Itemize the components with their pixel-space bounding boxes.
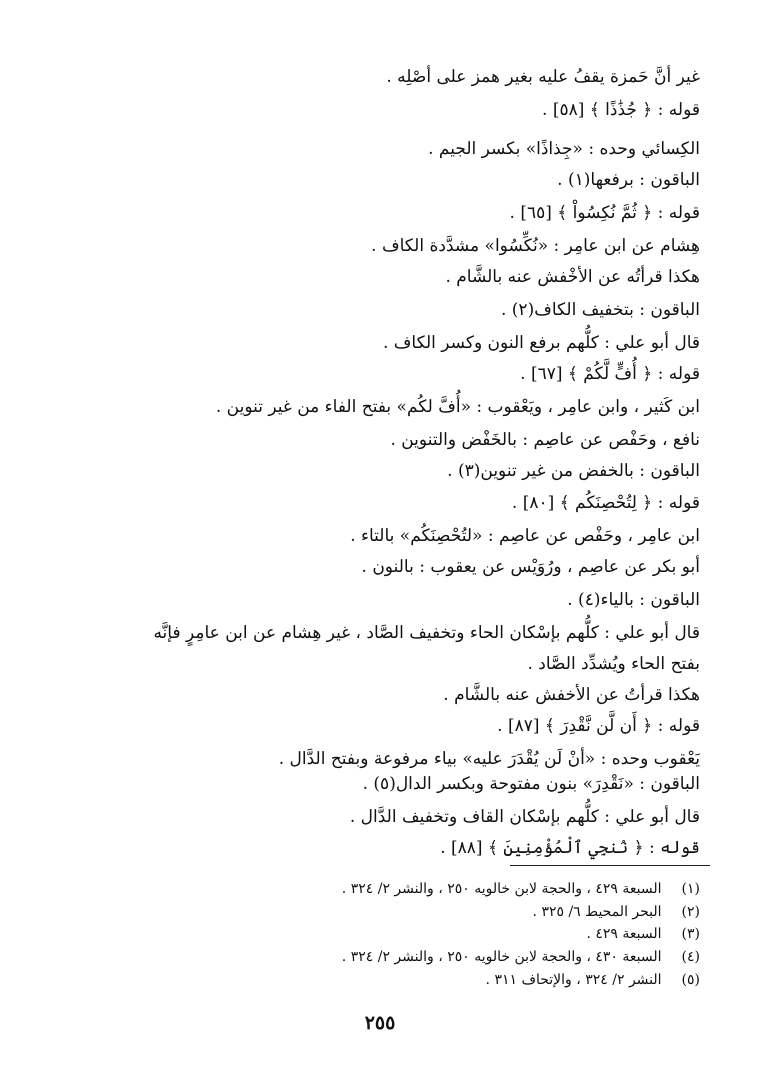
footnote [60, 925, 700, 943]
footnote-text: النشر ٢/ ٣٢٤ ، والإتحاف ٣١١ . [485, 972, 662, 988]
verse-heading: قوله : ﴿ جُذَٰذًا ﴾ [٥٨] . [542, 100, 700, 120]
text-line: قال أبو علي : كلُّهم بإسْكان القاف وتخفيف الدَّال . [349, 807, 700, 827]
verse-heading: قوله : ﴿ ثُمَّ نُكِسُواْ ﴾ [٦٥] . [509, 203, 700, 223]
footnote-text: السبعة ٤٣٠ ، والحجة لابن خالويه ٢٥٠ ، والنشر ٢/ ٣٢٤ . [341, 949, 662, 965]
text-line: بفتح الحاء ويُشدِّد الصَّاد . [527, 654, 700, 674]
text-line: يَعْقوب وحده : «أنْ لَن يُقْدَرَ عليه» بياء مرفوعة وبفتح الدَّال . [278, 749, 700, 769]
text-line: ابن كَثير ، وابن عامِر ، ويَعْقوب : «أُفَّ لكُم» بفتح الفاء من غير تنوين . [215, 397, 700, 417]
footnote [60, 971, 700, 989]
text-line: قال أبو علي : كلُّهم برفع النون وكسر الكاف . [383, 333, 700, 353]
text-line: الباقون : بالياء(٤) . [567, 590, 700, 610]
footnote-number: (١) [681, 881, 700, 897]
text-line: الباقون : برفعها(١) . [557, 170, 700, 190]
text-line: هِشام عن ابن عامِر : «نُكِّسُوا» مشدَّدة الكاف . [371, 236, 700, 256]
text-line: نافع ، وحَفْص عن عاصِم : بالخَفْض والتنوين . [390, 430, 700, 450]
verse-heading: قوله : ﴿ أَن لَّن نَّقْدِرَ ﴾ [٨٧] . [497, 716, 700, 736]
text-line: غير أنَّ حَمزة يقفُ عليه بغير همز على أصْلِه . [386, 67, 700, 87]
footnote-number: (٥) [681, 972, 700, 988]
text-line: هكذا قرأتُ عن الأخفش عنه بالشَّام . [443, 685, 700, 705]
text-line: الباقون : بالخفض من غير تنوين(٣) . [447, 461, 700, 481]
footnote [60, 880, 700, 898]
footnote-text: السبعة ٤٢٩ . [586, 926, 662, 942]
page-number: ٢٥٥ [364, 1012, 396, 1034]
footnote-separator [510, 865, 710, 866]
text-line: الباقون : «نَقْدِرَ» بنون مفتوحة وبكسر الدال(٥) . [362, 774, 700, 794]
verse-heading: قوله : ﴿ أُفٍّ لَّكُمْ ﴾ [٦٧] . [520, 364, 700, 384]
footnote-text: السبعة ٤٢٩ ، والحجة لابن خالويه ٢٥٠ ، والنشر ٢/ ٣٢٤ . [341, 881, 662, 897]
verse-heading: قوله : ﴿ نُنجِي ٱلْمُؤْمِنِينَ ﴾ [٨٨] . [440, 838, 700, 858]
footnote [60, 948, 700, 966]
verse-heading: قوله : ﴿ لِتُحْصِنَكُم ﴾ [٨٠] . [511, 493, 700, 513]
text-line: قال أبو علي : كلُّهم بإسْكان الحاء وتخفيف الصَّاد ، غير هِشام عن ابن عامِرٍ فإنَّه [153, 623, 700, 643]
text-line: الباقون : بتخفيف الكاف(٢) . [500, 300, 700, 320]
footnote [60, 903, 700, 921]
text-line: ابن عامِر ، وحَفْص عن عاصِم : «لتُحْصِنَكُم» بالتاء . [350, 526, 700, 546]
text-line: الكِسائي وحده : «جِذاذًا» بكسر الجيم . [428, 139, 700, 159]
footnote-text: البحر المحيط ٦/ ٣٢٥ . [532, 904, 662, 920]
text-line: هكذا قرأتُه عن الأخْفش عنه بالشَّام . [445, 267, 700, 287]
footnote-number: (٣) [681, 926, 700, 942]
footnote-number: (٤) [681, 949, 700, 965]
text-line: أبو بكر عن عاصِم ، ورُوَيْس عن يعقوب : بالنون . [361, 557, 700, 577]
footnote-number: (٢) [681, 904, 700, 920]
